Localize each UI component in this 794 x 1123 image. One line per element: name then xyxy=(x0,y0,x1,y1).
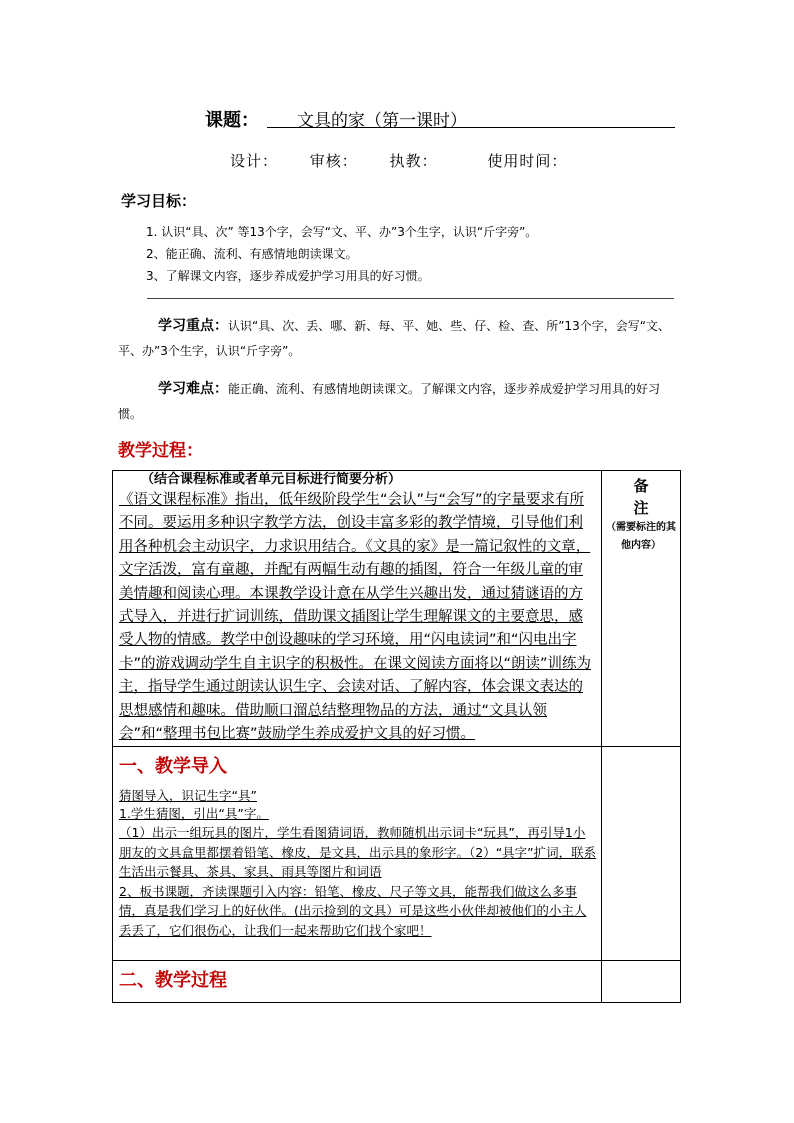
intro-line: 2、板书课题，齐读课题引入内容：铅笔、橡皮、尺子等文具，能帮我们做这么多事情，真是我们学习上的好伙伴。(出示捡到的文具）可是这些小伙伴却被他们的小主人丢丢了，它们很伤心，让我们一起来帮助它们找个家吧！ xyxy=(119,883,587,938)
difficulties xyxy=(118,377,678,427)
intro-line: 1.学生猜图，引出“具”字。 xyxy=(119,806,269,822)
analysis-cell xyxy=(113,471,602,747)
divider xyxy=(147,298,674,299)
goals-heading: 学习目标： xyxy=(121,192,197,210)
meta-row xyxy=(230,150,593,171)
intro-cell xyxy=(113,747,602,961)
analysis-body: 《语文课程标准》指出，低年级阶段学生“会认”与“会写”的字量要求有所不同。要运用多种识字教学方法，创设丰富多彩的教学情境，引导他们利用各种机会主动识字，力求识用结合。《文具的家》是一篇记叙性的文章，文字活泼，富有童趣，并配有两幅生动有趣的插图，符合一年级儿童的审美情趣和阅读心理。本课教学设计意在从学生兴趣出发，通过猜谜语的方式导入，并进行扩词训练，借助课文插图让学生理解课文的主要意思，感受人物的情感。教学中创设趣味的学习环境，用“闪电读词”和“闪电出字卡”的游戏调动学生自主识字的积极性。在课文阅读方面将以“朗读”训练为主，指导学生通过朗读认识生字、会读对话、了解内容，体会课文表达的思想感情和趣味。借助顺口溜总结整理物品的方法，通过“文具认领会”和“整理书包比赛”鼓励学生养成爱护文具的好习惯。 xyxy=(119,492,592,743)
notes-cell-empty xyxy=(602,747,681,961)
goal-item: 1. 认识“具、次” 等13个字，会写“文、平、办”3个生字，认识“斤字旁”。 xyxy=(146,225,538,239)
intro-content xyxy=(113,787,601,944)
difficulties-text: 能正确、流利、有感情地朗读课文。了解课文内容，逐步养成爱护学习用具的好习惯。 xyxy=(118,382,661,421)
title-label: 课题： xyxy=(205,110,259,131)
notes-cell-empty xyxy=(602,961,681,1003)
key-points-text: 认识“具、次、丢、哪、新、每、平、她、些、仔、检、查、所”13个字，会写“文、平、办”3个生字，认识“斤字旁”。 xyxy=(118,319,670,358)
meta-date: 使用时间： xyxy=(487,152,568,170)
key-points xyxy=(118,314,678,364)
notes-cell xyxy=(602,471,681,747)
intro-line: 猜图导入，识记生字“具” xyxy=(119,788,257,804)
section-intro-title: 一、教学导入 xyxy=(119,756,227,778)
difficulties-label: 学习难点： xyxy=(158,381,228,397)
meta-design: 设计： xyxy=(230,152,279,170)
process-cell xyxy=(113,961,602,1003)
title-row xyxy=(205,106,675,130)
meta-teacher: 执教： xyxy=(389,152,438,170)
notes-heading: 备注 xyxy=(633,477,649,517)
notes-hint: （需要标注的其他内容） xyxy=(606,522,676,551)
meta-review: 审核： xyxy=(309,152,358,170)
lesson-title: 文具的家（第一课时） xyxy=(267,106,675,128)
goal-item: 3、了解课文内容，逐步养成爱护学习用具的好习惯。 xyxy=(146,269,430,283)
key-points-label: 学习重点： xyxy=(158,318,228,334)
goal-item: 2、能正确、流利、有感情地朗读课文。 xyxy=(146,247,358,261)
lesson-table xyxy=(112,470,681,1003)
goals-list xyxy=(146,221,537,287)
analysis-heading: （结合课程标准或者单元目标进行简要分析） xyxy=(141,472,402,487)
intro-line: （1）出示一组玩具的图片，学生看图猜词语，教师随机出示词卡“玩具”，再引导1小朋友的文具盒里都摆着铅笔、橡皮，是文具，出示具的象形字。（2）“具字”扩词，联系生活出示餐具、茶具、家具、雨具等图片和词语 xyxy=(119,825,597,880)
section-process-title: 二、教学过程 xyxy=(119,970,227,992)
process-title: 教学过程： xyxy=(118,441,203,461)
